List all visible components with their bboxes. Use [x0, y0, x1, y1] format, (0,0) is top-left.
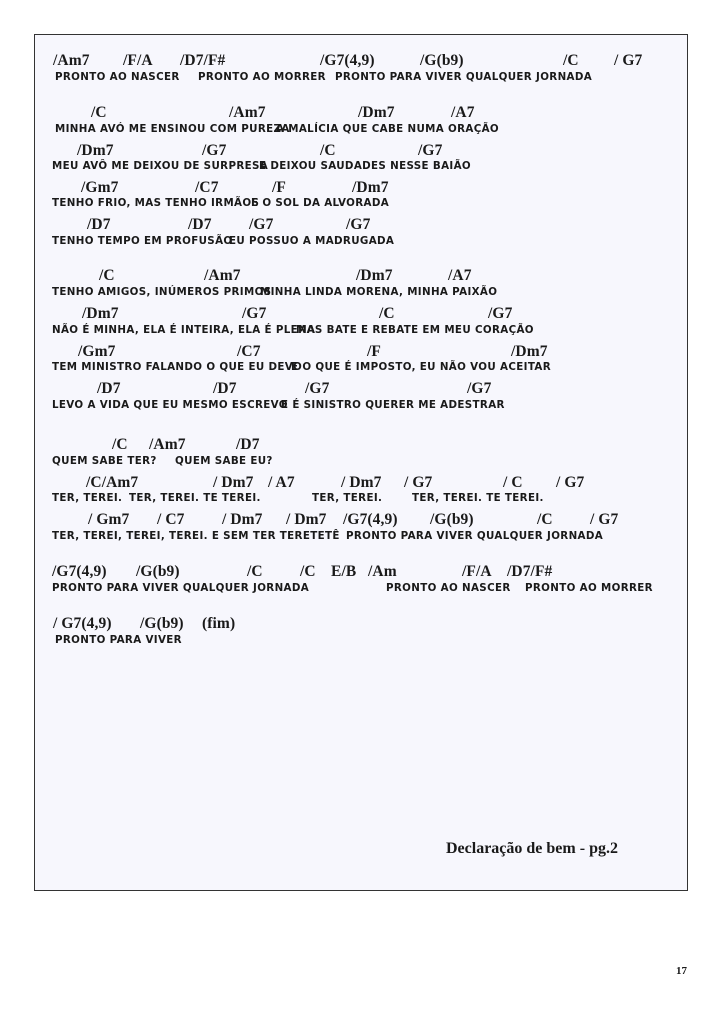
- lyric-line: E O SOL DA ALVORADA: [251, 197, 390, 209]
- lyric-line: TER, TEREI.: [312, 492, 383, 504]
- lyric-line: E DEIXOU SAUDADES NESSE BAIÃO: [259, 160, 471, 172]
- chord: /F: [272, 179, 286, 196]
- chord: (fim): [202, 615, 236, 632]
- chord: / A7: [268, 474, 295, 491]
- chord: /C7: [195, 179, 219, 196]
- chord: /C: [112, 436, 128, 453]
- lyric-line: TENHO FRIO, MAS TENHO IRMÃOS: [52, 197, 260, 209]
- song-title-footer: Declaração de bem - pg.2: [446, 840, 618, 857]
- lyric-line: QUEM SABE TER?: [52, 455, 157, 467]
- lyric-line: MINHA LINDA MORENA, MINHA PAIXÃO: [260, 286, 498, 298]
- chord: / Dm7: [222, 511, 263, 528]
- chord: /F/A: [123, 52, 153, 69]
- chord: / G7: [590, 511, 619, 528]
- chord: /C/Am7: [86, 474, 139, 491]
- chord: / G7: [404, 474, 433, 491]
- lyric-line: MAS BATE E REBATE EM MEU CORAÇÃO: [296, 324, 534, 336]
- chord: /C: [379, 305, 395, 322]
- chord: / G7(4,9): [53, 615, 112, 632]
- chord: / Dm7: [286, 511, 327, 528]
- lyric-line: E O QUE É IMPOSTO, EU NÃO VOU ACEITAR: [291, 361, 552, 373]
- lyric-line: QUEM SABE EU?: [175, 455, 273, 467]
- chord: /D7: [188, 216, 212, 233]
- lyric-line: MINHA AVÓ ME ENSINOU COM PUREZA: [55, 123, 290, 135]
- chord: /G(b9): [430, 511, 474, 528]
- lyric-line: NÃO É MINHA, ELA É INTEIRA, ELA É PLENA: [52, 324, 316, 336]
- lyric-line: LEVO A VIDA QUE EU MESMO ESCREVO: [52, 399, 288, 411]
- chord: /D7/F#: [507, 563, 553, 580]
- lyric-line: E É SINISTRO QUERER ME ADESTRAR: [281, 399, 505, 411]
- chord: / Dm7: [341, 474, 382, 491]
- chord: /Am: [368, 563, 397, 580]
- chord: /C: [91, 104, 107, 121]
- chord: / G7: [614, 52, 643, 69]
- chord: /D7/F#: [180, 52, 226, 69]
- lyric-line: PRONTO AO MORRER: [525, 582, 653, 594]
- lyric-line: PRONTO AO NASCER: [386, 582, 511, 594]
- chord: /Dm7: [77, 142, 114, 159]
- lyric-line: TER, TEREI. TE TEREI.: [412, 492, 544, 504]
- chord: /Gm7: [78, 343, 116, 360]
- chord: /G7: [305, 380, 330, 397]
- chord: /Dm7: [82, 305, 119, 322]
- chord: /G7: [346, 216, 371, 233]
- chord: /G(b9): [420, 52, 464, 69]
- lyric-line: TENHO TEMPO EM PROFUSÃO: [52, 235, 233, 247]
- chord: /Gm7: [81, 179, 119, 196]
- chord: / Gm7: [88, 511, 130, 528]
- lyric-line: MEU AVÔ ME DEIXOU DE SURPRESA: [52, 160, 269, 172]
- chord: /F/A: [462, 563, 492, 580]
- lyric-line: PRONTO PARA VIVER QUALQUER JORNADA: [52, 582, 310, 594]
- chord: /G7: [418, 142, 443, 159]
- page-number: 17: [676, 965, 687, 977]
- chord: / C7: [157, 511, 185, 528]
- chord: /Am7: [53, 52, 90, 69]
- chord: /C: [320, 142, 336, 159]
- chord: /G7(4,9): [320, 52, 375, 69]
- chord: /Dm7: [511, 343, 548, 360]
- chord: /D7: [213, 380, 237, 397]
- chord: /G7: [488, 305, 513, 322]
- chord: / Dm7: [213, 474, 254, 491]
- chord: /Am7: [229, 104, 266, 121]
- chord: /G7(4,9): [52, 563, 107, 580]
- chord: /A7: [448, 267, 472, 284]
- lyric-line: PRONTO AO NASCER: [55, 71, 180, 83]
- lyric-line: PRONTO PARA VIVER QUALQUER JORNADA: [335, 71, 593, 83]
- chord: /C: [247, 563, 263, 580]
- chord: E/B: [331, 563, 357, 580]
- chord: /G7(4,9): [343, 511, 398, 528]
- lyric-line: TER, TEREI.: [52, 492, 123, 504]
- chord: / C: [503, 474, 523, 491]
- chord: /Dm7: [358, 104, 395, 121]
- chord: /Am7: [204, 267, 241, 284]
- chord: /Dm7: [356, 267, 393, 284]
- chord: /C: [99, 267, 115, 284]
- lyric-line: TEM MINISTRO FALANDO O QUE EU DEVO: [52, 361, 303, 373]
- chord: /C: [537, 511, 553, 528]
- lyric-line: TENHO AMIGOS, INÚMEROS PRIMOS: [52, 286, 272, 298]
- lyric-line: PRONTO AO MORRER: [198, 71, 326, 83]
- chord: /G(b9): [136, 563, 180, 580]
- lyric-line: PRONTO PARA VIVER: [55, 634, 182, 646]
- lyric-line: A MALÍCIA QUE CABE NUMA ORAÇÃO: [276, 123, 500, 135]
- chord: /F: [367, 343, 381, 360]
- lyric-line: TER, TEREI, TEREI, TEREI. E SEM TER TERETETÊ: [52, 530, 340, 542]
- chord: /G(b9): [140, 615, 184, 632]
- chord: / G7: [556, 474, 585, 491]
- chord: /Am7: [149, 436, 186, 453]
- lyric-line: TER, TEREI. TE TEREI.: [129, 492, 261, 504]
- lyric-line: PRONTO PARA VIVER QUALQUER JORNADA: [346, 530, 604, 542]
- chord: /D7: [87, 216, 111, 233]
- chord: /C: [300, 563, 316, 580]
- chord: /G7: [467, 380, 492, 397]
- chord: /G7: [249, 216, 274, 233]
- chord: /G7: [242, 305, 267, 322]
- chord: /Dm7: [352, 179, 389, 196]
- lyric-line: EU POSSUO A MADRUGADA: [229, 235, 395, 247]
- chord: /A7: [451, 104, 475, 121]
- chord: /D7: [97, 380, 121, 397]
- chord: /C7: [237, 343, 261, 360]
- chord: /D7: [236, 436, 260, 453]
- chord: /G7: [202, 142, 227, 159]
- chord: /C: [563, 52, 579, 69]
